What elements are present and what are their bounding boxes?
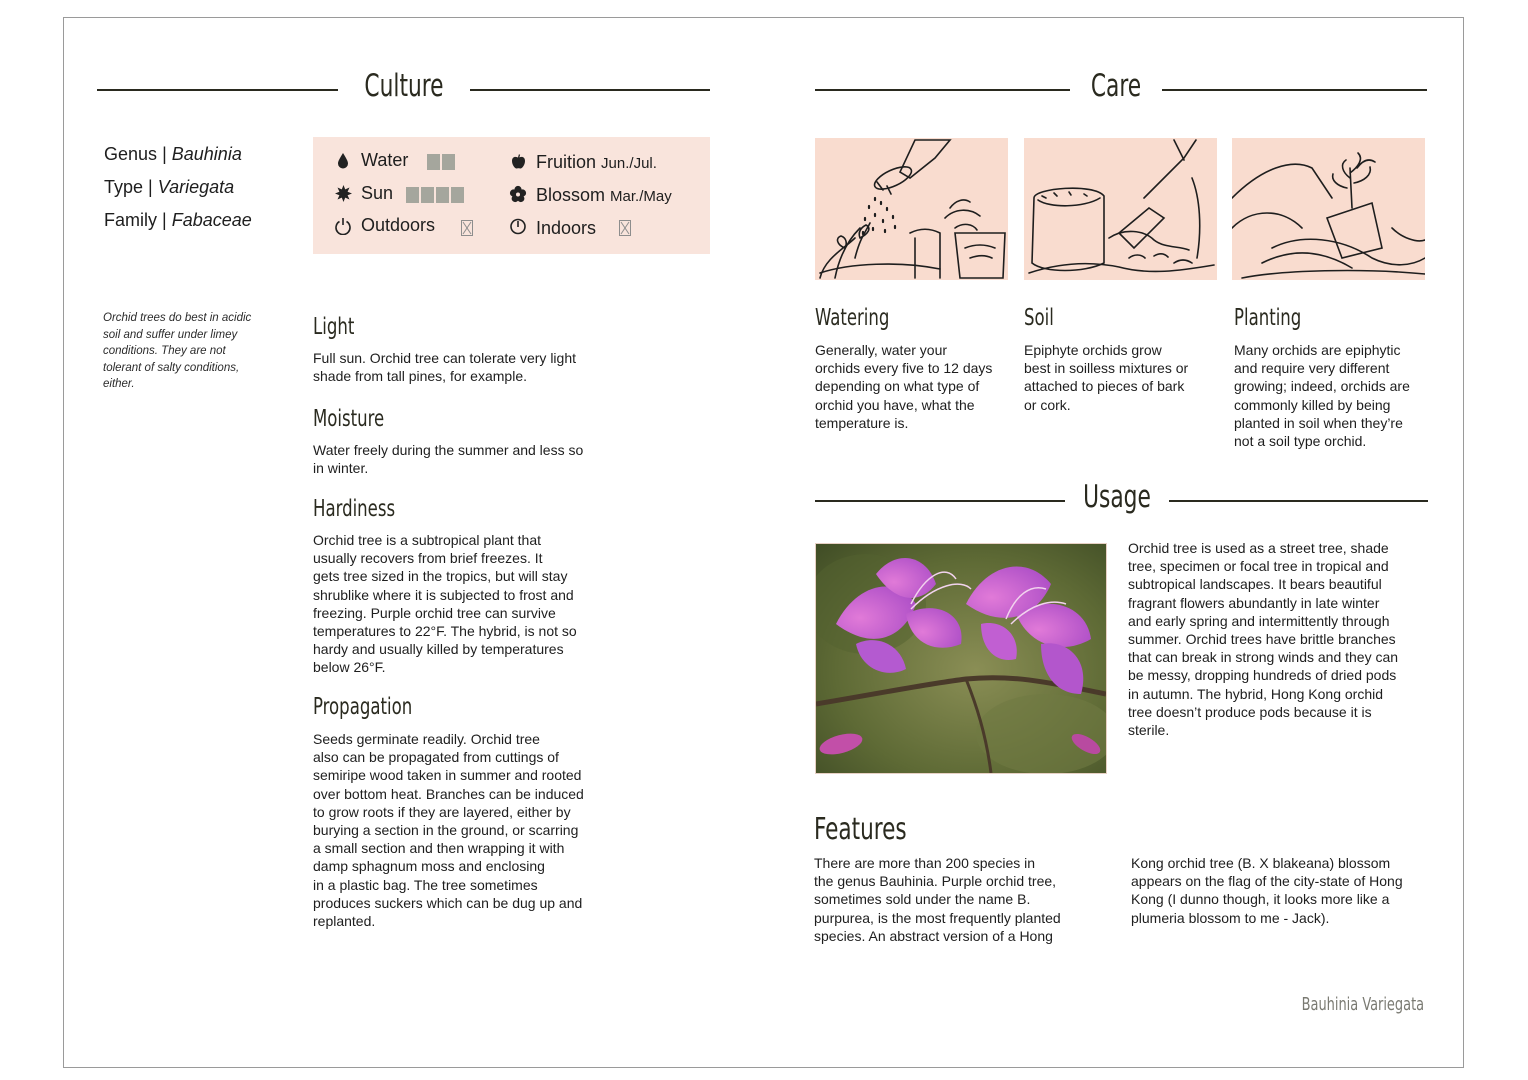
usage-rule-left <box>815 500 1065 502</box>
planting-heading: Planting <box>1234 305 1302 331</box>
soil-text: Epiphyte orchids grow best in soilless mixtures or attached to pieces of bark or cork. <box>1024 342 1189 413</box>
hardiness-text: Orchid tree is a subtropical plant that usually recovers from brief freezes. It gets tree sized in the tropics, but will stay shrublike where it is subjected to frost and freezing. Purple orchid tree can survive temperatures to 22°F. The hybrid, is not so hardy and usually killed by temperatures below 26°F. <box>313 532 577 676</box>
care-title: Care <box>1090 68 1142 104</box>
watering-text: Generally, water your orchids every five to 12 days depending on what type of orchid you have, what the temperature is. <box>815 342 993 431</box>
fruition-row <box>536 152 657 173</box>
sun-icon <box>334 184 352 202</box>
culture-note: Orchid trees do best in acidic soil and suffer under limey conditions. They are not tolerant of salty conditions, either. <box>103 312 252 390</box>
watering-illustration <box>815 138 1008 280</box>
blossom-label: Blossom <box>536 185 606 205</box>
usage-text: Orchid tree is used as a street tree, shade tree, specimen or focal tree in tropical and subtropical landscapes. It bears beautiful fragrant flowers abundantly in late winter and early spring and intermittently through summer. Orchid trees have brittle branches that can break in strong winds and they can be messy, dropping hundreds of dried pods in autumn. The hybrid, Hong Kong orchid tree doesn’t produce pods because it is sterile. <box>1128 540 1399 739</box>
taxonomy-list <box>104 138 252 237</box>
flower-icon <box>509 185 527 203</box>
water-drop-icon <box>334 151 352 169</box>
culture-rule-left <box>97 89 338 91</box>
water-level-bars <box>427 154 457 170</box>
sun-bar-2 <box>421 187 434 203</box>
soil-heading: Soil <box>1024 305 1054 331</box>
water-label: Water <box>361 150 409 170</box>
outdoors-checkbox[interactable] <box>461 220 473 236</box>
care-rule-right <box>1162 89 1427 91</box>
features-text-col1: There are more than 200 species in the genus Bauhinia. Purple orchid tree, sometimes sold under the name B. purpurea, is the most frequently planted species. An abstract version of a Hong <box>814 855 1061 944</box>
sun-bar-3 <box>436 187 449 203</box>
features-text-col2: Kong orchid tree (B. X blakeana) blossom appears on the flag of the city-state of Hong Kong (I dunno though, it looks more like a plumeria blossom to me - Jack). <box>1131 855 1403 926</box>
sun-label: Sun <box>361 183 394 203</box>
indoors-power-icon <box>509 217 527 235</box>
watering-heading: Watering <box>815 305 890 331</box>
taxonomy-type: Type | Variegata <box>104 177 235 197</box>
sun-bar-4 <box>451 187 464 203</box>
orchid-flower-photo <box>815 543 1107 774</box>
taxonomy-genus: Genus | Bauhinia <box>104 144 242 164</box>
water-bar-1 <box>427 154 440 170</box>
water-bar-2 <box>442 154 455 170</box>
planting-illustration <box>1232 138 1425 280</box>
footer-title: Bauhinia Variegata <box>1301 994 1424 1015</box>
blossom-row <box>536 185 672 206</box>
propagation-text: Seeds germinate readily. Orchid tree also can be propagated from cuttings of semiripe wood taken in summer and rooted over bottom heat. Branches can be induced to grow roots if they are layered, either by burying a section in the ground, or scarring a small section and then wrapping it with damp sphagnum moss and enclosing in a plastic bag. The tree sometimes produces suckers which can be dug up and replanted. <box>313 731 584 930</box>
blossom-value: Mar./May <box>610 188 672 205</box>
culture-stats-panel <box>313 137 710 254</box>
soil-illustration <box>1024 138 1217 280</box>
outdoors-label: Outdoors <box>361 215 436 235</box>
care-rule-left <box>815 89 1070 91</box>
outdoors-power-icon <box>334 217 352 235</box>
light-heading: Light <box>313 314 355 340</box>
hardiness-heading: Hardiness <box>313 496 396 522</box>
indoors-label: Indoors <box>536 218 597 238</box>
moisture-text: Water freely during the summer and less so in winter. <box>313 442 584 477</box>
light-text: Full sun. Orchid tree can tolerate very light shade from tall pines, for example. <box>313 350 577 385</box>
planting-text: Many orchids are epiphytic and require very different growing; indeed, orchids are commonly killed by being planted in soil when they’re not a soil type orchid. <box>1234 342 1410 450</box>
culture-rule-right <box>470 89 710 91</box>
taxonomy-family: Family | Fabaceae <box>104 210 252 230</box>
indoors-checkbox[interactable] <box>619 220 631 236</box>
fruition-value: Jun./Jul. <box>601 155 657 172</box>
moisture-heading: Moisture <box>313 406 385 432</box>
usage-rule-right <box>1169 500 1428 502</box>
apple-icon <box>509 152 527 170</box>
sun-level-bars <box>406 187 468 203</box>
features-heading: Features <box>814 812 907 847</box>
culture-title: Culture <box>364 68 444 104</box>
usage-title: Usage <box>1083 479 1151 515</box>
propagation-heading: Propagation <box>313 694 413 720</box>
sun-bar-1 <box>406 187 419 203</box>
fruition-label: Fruition <box>536 152 597 172</box>
